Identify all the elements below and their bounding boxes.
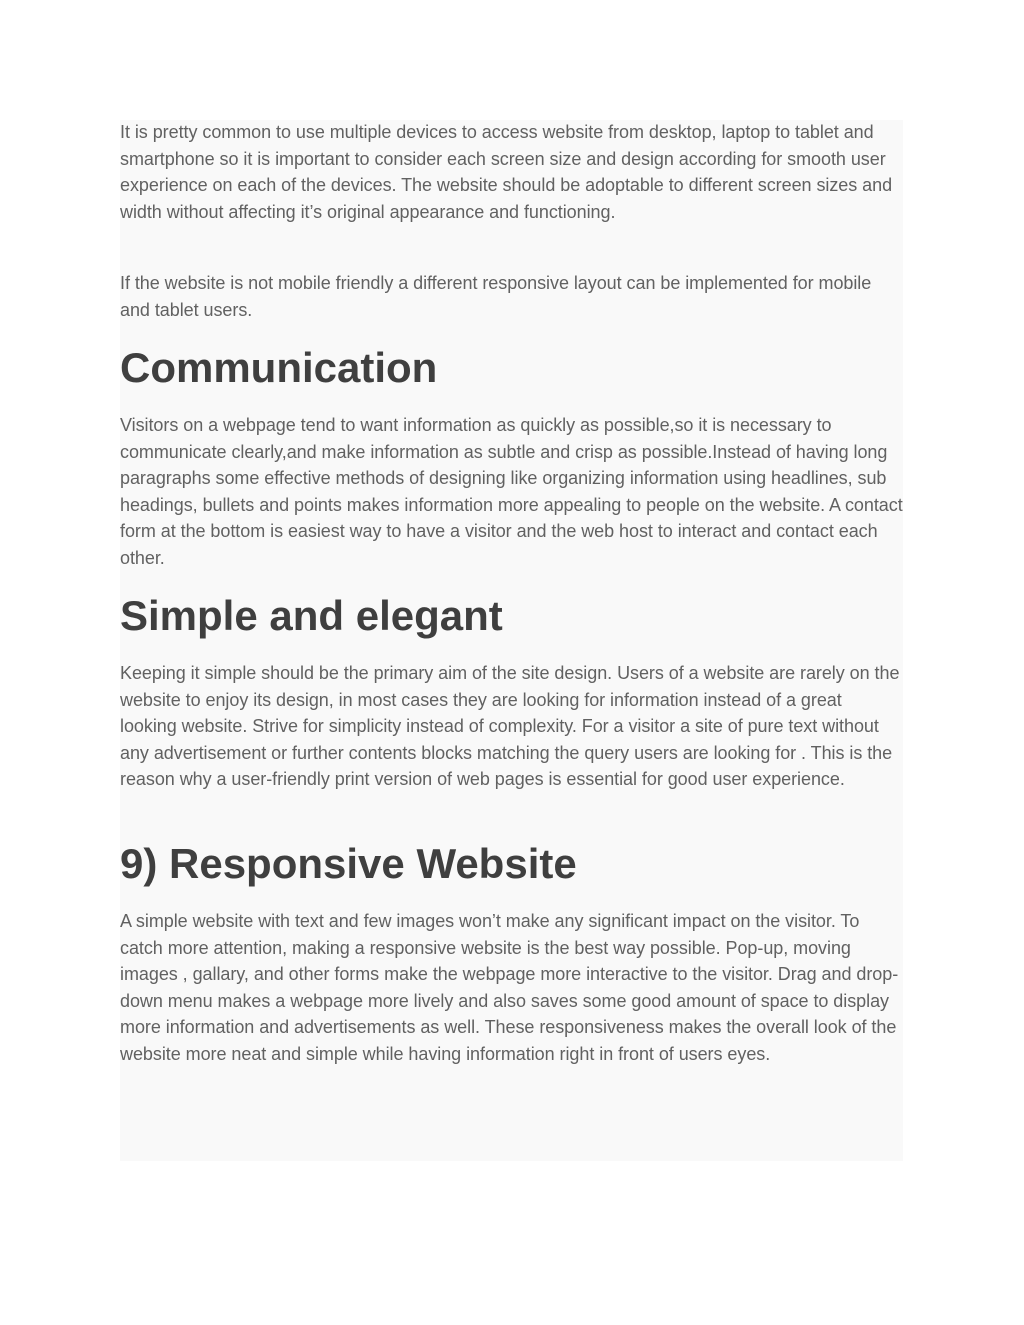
paragraph-devices: It is pretty common to use multiple devices to access website from desktop, laptop to tablet and smartphone so it is important to consider each screen size and design according for smooth user experience on each of the devices. The website should be adoptable to different screen sizes and width without affecting it’s original appearance and functioning. <box>120 122 893 222</box>
heading-simple-and-elegant: Simple and elegant <box>120 592 503 639</box>
paragraph-responsive: A simple website with text and few images won’t make any significant impact on the visitor. To catch more attention, making a responsive website is the best way possible. Pop-up, moving images , gallary, and other forms make the webpage more interactive to the visitor. Drag and drop-down menu makes a webpage more lively and also saves some good amount of space to display more information and advertisements as well. These responsiveness makes the overall look of the website more neat and simple while having information right in front of users eyes. <box>120 911 899 1064</box>
paragraph-mobile-friendly: If the website is not mobile friendly a different responsive layout can be implemented for mobile and tablet users. <box>120 273 872 320</box>
paragraph-simple: Keeping it simple should be the primary aim of the site design. Users of a website are rarely on the website to enjoy its design, in most cases they are looking for information instead of a great looking website. Strive for simplicity instead of complexity. For a visitor a site of pure text without any advertisement or further contents blocks matching the query users are looking for . This is the reason why a user-friendly print version of web pages is essential for good user experience. <box>120 663 900 789</box>
heading-responsive-website: 9) Responsive Website <box>120 840 577 887</box>
paragraph-communication: Visitors on a webpage tend to want information as quickly as possible,so it is necessary to communicate clearly,and make information as subtle and crisp as possible.Instead of having long paragraphs some effective methods of designing like organizing information using headlines, sub headings, bullets and points makes information more appealing to people on the website. A contact form at the bottom is easiest way to have a visitor and the web host to interact and contact each other. <box>120 415 903 568</box>
content-block <box>120 120 903 1161</box>
heading-communication: Communication <box>120 344 438 391</box>
